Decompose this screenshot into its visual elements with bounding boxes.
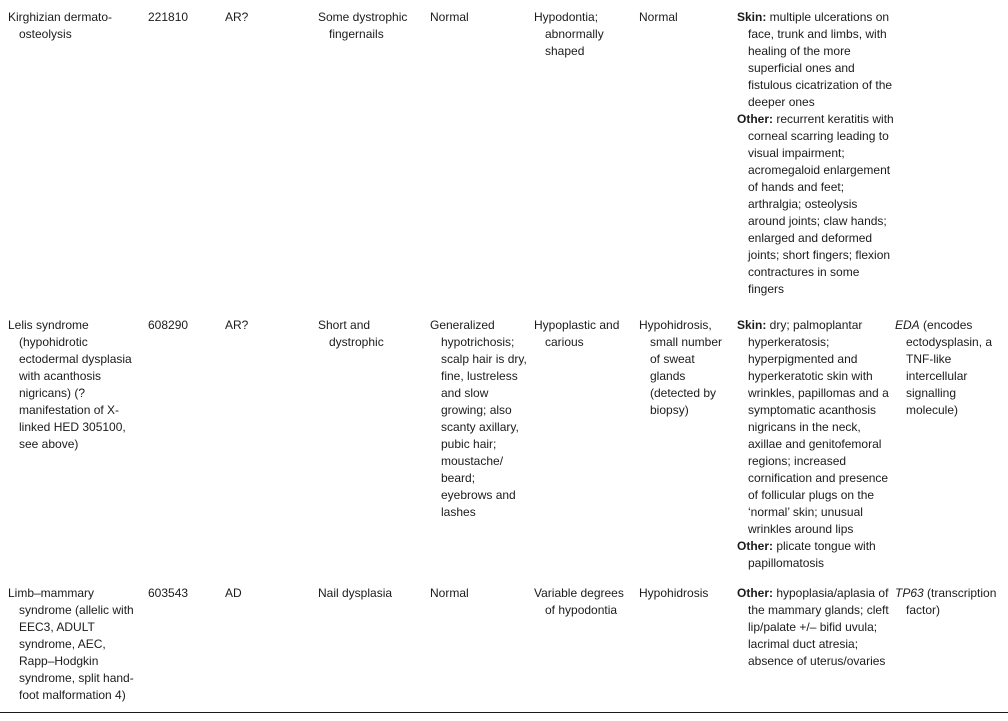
syndrome-name: Lelis syndrome (hypohidrotic ectodermal dysplasia with acanthosis nigricans) (? manifestation of X-linked HED 305100, see above) (8, 318, 132, 451)
skin-other-paragraph: Skin: dry; palmoplantar hyperkeratosis; hyperpigmented and hyperkeratotic skin with wrinkles, papillomas and a symptomatic acanthosis nigricans in the neck, axillae and genitofemoral regions; increased cornification and presence of follicular plugs on the ‘normal’ skin; unusual wrinkles around lips (737, 318, 889, 536)
teeth-value: Hypodontia; abnormally shaped (534, 10, 604, 58)
feature-label: Other: (737, 112, 773, 126)
teeth-value: Hypoplastic and carious (534, 318, 620, 349)
cell-sweat-glands (639, 0, 737, 317)
hair-value: Normal (430, 586, 469, 600)
syndrome-name: Kirghizian dermato-osteolysis (8, 10, 113, 41)
feature-label: Skin: (737, 10, 767, 24)
cell-inheritance (225, 0, 318, 317)
cell-teeth (534, 0, 639, 317)
sweat-glands-value: Normal (639, 10, 678, 24)
cell-nails (318, 0, 430, 317)
cell-sweat-glands (639, 317, 737, 585)
cell-skin-other (737, 317, 895, 585)
cell-teeth (534, 317, 639, 585)
cell-skin-other (737, 585, 895, 713)
cell-omim (148, 0, 225, 317)
sweat-glands-value: Hypohidrosis (639, 586, 709, 600)
syndrome-name: Limb–mammary syndrome (allelic with EEC3, ADULT syndrome, AEC, Rapp–Hodgkin syndrome, split hand-foot malformation 4) (8, 586, 134, 702)
skin-other-paragraph: Skin: multiple ulcerations on face, trunk and limbs, with healing of the more superficial ones and fistulous cicatrization of the deeper ones (737, 10, 893, 109)
cell-hair (430, 317, 534, 585)
teeth-value: Variable degrees of hypodontia (534, 586, 624, 617)
cell-teeth (534, 585, 639, 713)
cell-gene (895, 317, 1008, 585)
omim-number: 603543 (148, 586, 189, 600)
gene-entry: TP63 (transcription factor) (895, 586, 997, 617)
cell-syndrome (0, 0, 148, 317)
feature-label: Other: (737, 586, 773, 600)
cell-nails (318, 585, 430, 713)
cell-omim (148, 585, 225, 713)
skin-other-paragraph: Other: hypoplasia/aplasia of the mammary glands; cleft lip/palate +/– bifid uvula; lacrimal duct atresia; absence of uterus/ovaries (737, 586, 889, 668)
nails-value: Short and dystrophic (318, 318, 384, 349)
skin-other-paragraph: Other: recurrent keratitis with corneal scarring leading to visual impairment; acromegaloid enlargement of hands and feet; arthralgia; osteolysis around joints; claw hands; enlarged and deformed joints; short fingers; flexion contractures in some fingers (737, 112, 894, 296)
omim-number: 221810 (148, 10, 189, 24)
inheritance-value: AR? (225, 318, 249, 332)
sweat-glands-value: Hypohidrosis, small number of sweat glands (detected by biopsy) (639, 318, 723, 417)
cell-inheritance (225, 585, 318, 713)
cell-inheritance (225, 317, 318, 585)
inheritance-value: AR? (225, 10, 249, 24)
gene-symbol: EDA (895, 318, 920, 332)
cell-hair (430, 0, 534, 317)
table-row (0, 585, 1008, 713)
skin-other-paragraph: Other: plicate tongue with papillomatosis (737, 539, 876, 570)
nails-value: Nail dysplasia (318, 586, 393, 600)
inheritance-value: AD (225, 586, 242, 600)
table-row (0, 317, 1008, 585)
feature-label: Skin: (737, 318, 767, 332)
gene-symbol: TP63 (895, 586, 924, 600)
omim-number: 608290 (148, 318, 189, 332)
gene-entry: EDA (encodes ectodysplasin, a TNF-like intercellular signalling molecule) (895, 318, 993, 417)
cell-skin-other (737, 0, 895, 317)
cell-syndrome (0, 585, 148, 713)
hair-value: Normal (430, 10, 469, 24)
cell-nails (318, 317, 430, 585)
cell-sweat-glands (639, 585, 737, 713)
cell-omim (148, 317, 225, 585)
cell-gene (895, 585, 1008, 713)
table-row (0, 0, 1008, 317)
feature-label: Other: (737, 539, 773, 553)
nails-value: Some dystrophic fingernails (318, 10, 408, 41)
cell-gene (895, 0, 1008, 317)
hair-value: Generalized hypotrichosis; scalp hair is dry, fine, lustreless and slow growing; also scanty axillary, pubic hair; moustache/ beard; eyebrows and lashes (430, 318, 527, 519)
cell-hair (430, 585, 534, 713)
cell-syndrome (0, 317, 148, 585)
